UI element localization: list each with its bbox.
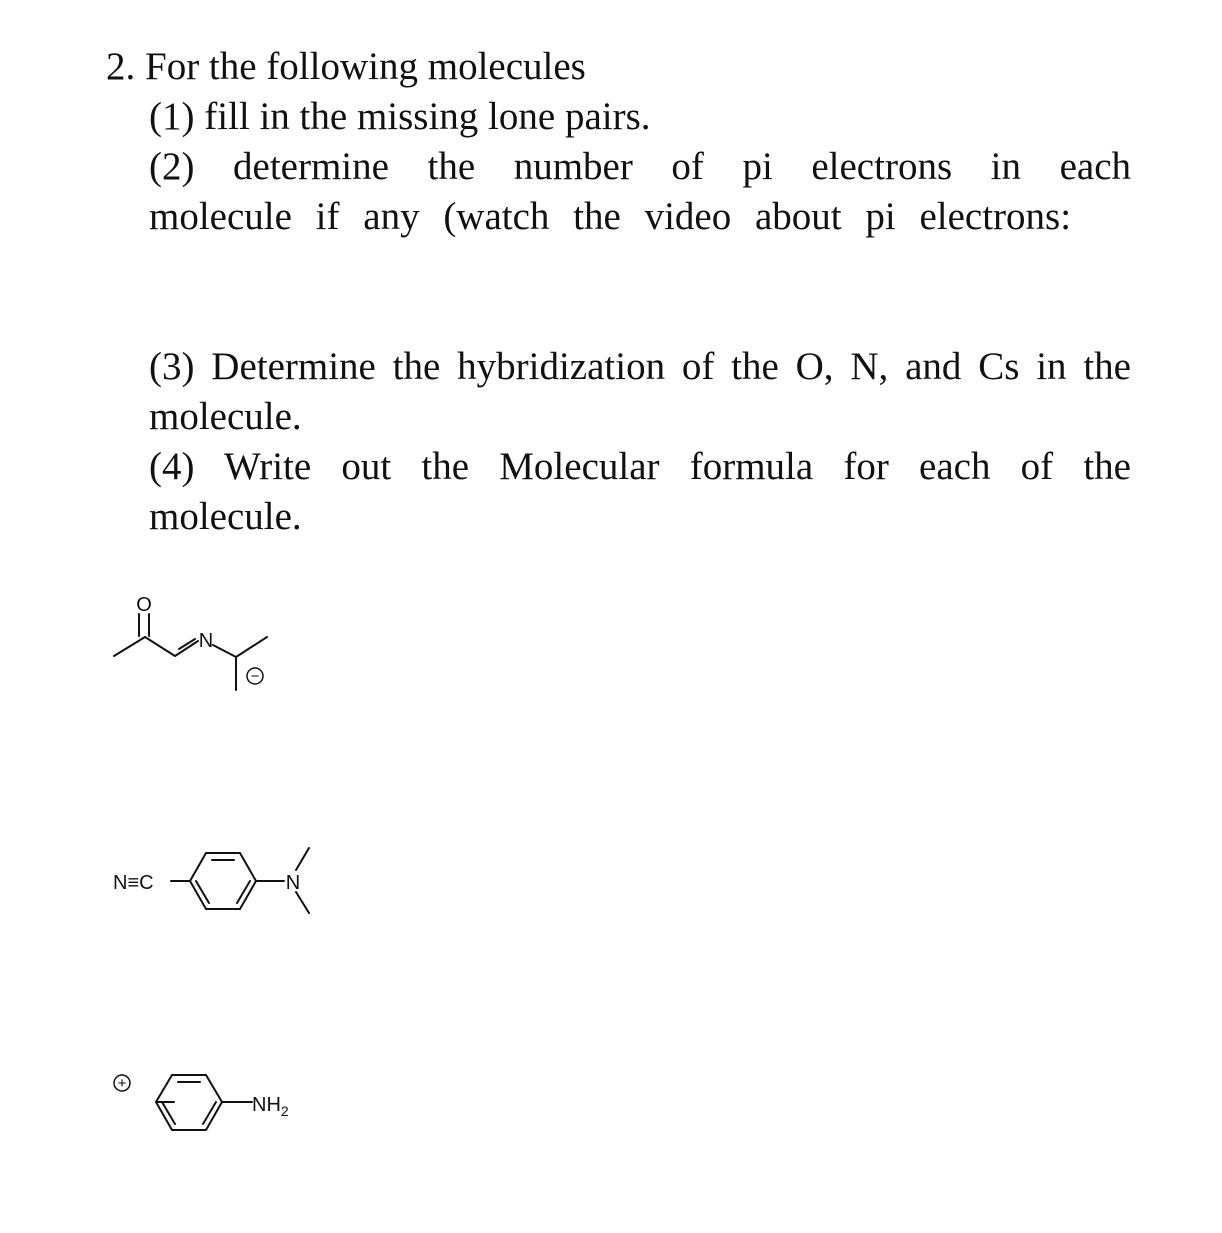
instruction-4: (4) Write out the Molecular formula for each of the molecule. bbox=[149, 445, 1131, 538]
nitrile-group: N≡C bbox=[113, 872, 154, 894]
negative-charge: − bbox=[250, 668, 260, 685]
positive-charge: + bbox=[117, 1075, 127, 1092]
question-title: 2. For the following molecules bbox=[106, 45, 586, 88]
oxygen-atom: O bbox=[136, 594, 152, 616]
nitrogen-atom: N bbox=[198, 630, 214, 652]
instruction-2: (2) determine the number of pi electrons in each molecule if any (watch the video about pi electrons: bbox=[149, 145, 1131, 238]
instruction-1: (1) fill in the missing lone pairs. bbox=[149, 95, 651, 138]
nitrogen-atom: N bbox=[285, 872, 301, 894]
amine-label: NH bbox=[252, 1094, 281, 1116]
amine-subscript: 2 bbox=[280, 1103, 289, 1119]
bond bbox=[162, 1102, 175, 1124]
instruction-3: (3) Determine the hybridization of the O, N, and Cs in the molecule. bbox=[149, 345, 1131, 438]
bond bbox=[203, 1102, 216, 1124]
amine-group bbox=[252, 1094, 289, 1119]
